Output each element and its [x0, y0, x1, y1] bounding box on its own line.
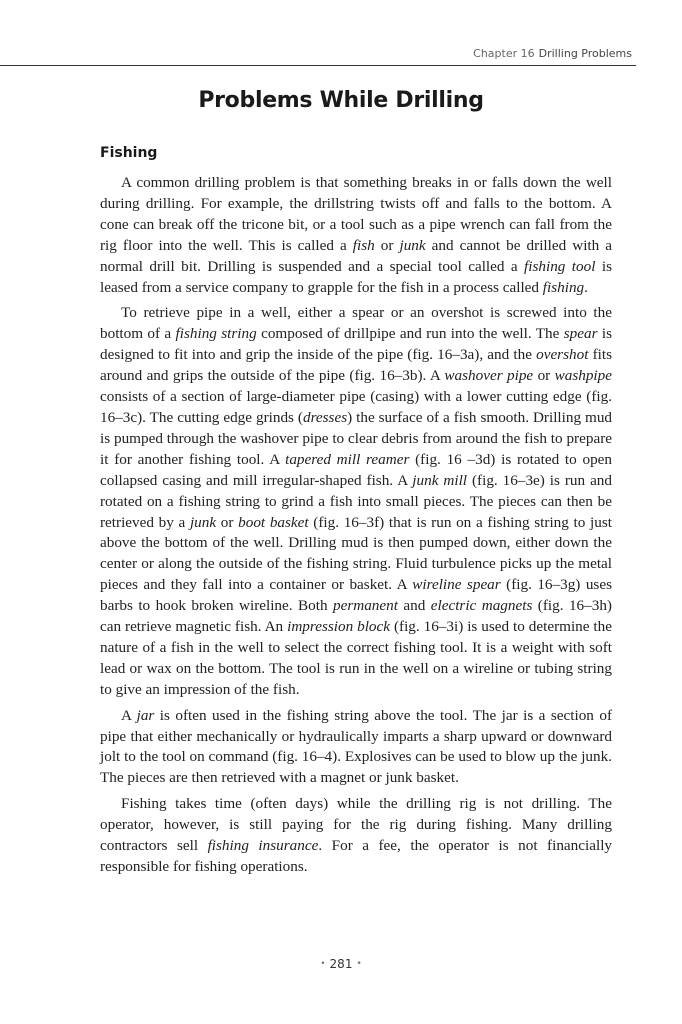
italic-term: fishing insurance — [207, 837, 319, 855]
paragraph — [100, 173, 612, 298]
text-run: To retrieve pipe in a well, either a spear or an overshot is screwed into the bottom of a — [100, 304, 612, 343]
text-run: is often used in the fishing string above the tool. The jar is a section of pipe that either mechanically or hydraulically imparts a sharp upward or downward jolt to the tool on command (fig. 16–4). Explosives can be used to blow up the junk. The pieces are then retrieved with a magnet or junk basket. — [100, 706, 612, 787]
italic-term: fish — [352, 236, 375, 254]
text-run: (fig. 16 –3d) is rotated to open collapsed casing and mill irregular-shaped fish. A — [100, 450, 612, 489]
italic-term: overshot — [536, 346, 589, 364]
text-run: is designed to fit into and grip the inside of the pipe (fig. 16–3a), and the — [100, 325, 612, 364]
italic-term: fishing string — [175, 325, 257, 343]
folio-ornament-right: • — [356, 959, 362, 969]
text-run: . For a fee, the operator is not financially responsible for fishing operations. — [100, 837, 613, 875]
text-run: is leased from a service company to grapple for the fish in a process called — [100, 257, 612, 296]
text-run: fits around and grips the outside of the pipe (fig. 16–3b). A — [100, 346, 612, 385]
page-footer — [0, 957, 682, 971]
text-run: Fishing takes time (often days) while the drilling rig is not drilling. The operator, however, is still paying for the rig during fishing. Many drilling contractors sell — [100, 795, 612, 855]
italic-term: washover pipe — [444, 367, 534, 385]
text-run: consists of a section of large-diameter pipe (casing) with a lower cutting edge (fig. 16–3c). The cutting edge grinds ( — [100, 388, 612, 426]
text-run: A common drilling problem is that something breaks in or falls down the well during drilling. For example, the drillstring twists off and falls to the bottom. A cone can break off the tricone bit, or a tool such as a pipe wrench can fall from the rig floor into the well. This is called a — [100, 174, 612, 254]
text-run: (fig. 16–3i) is used to determine the nature of a fish in the well to select the correct fishing tool. It is a weight with soft lead or wax on the bottom. The tool is run in the well on a wireline or tubing string to give an impression of the fish. — [100, 618, 612, 698]
text-run: or — [216, 513, 239, 531]
text-run: . — [584, 278, 588, 296]
italic-term: dresses — [302, 408, 348, 426]
body-text — [100, 173, 612, 883]
italic-term: boot basket — [238, 513, 309, 531]
text-run: (fig. 16–3e) is run and rotated on a fishing string to grind a fish into small pieces. The pieces can then be retrieved by a — [100, 471, 612, 531]
running-head — [473, 47, 632, 60]
italic-term: fishing — [542, 278, 585, 296]
chapter-label: Chapter 16 — [473, 47, 535, 60]
paragraph — [100, 794, 612, 878]
italic-term: junk — [189, 513, 217, 531]
chapter-title: Drilling Problems — [538, 47, 632, 60]
text-run: or — [374, 236, 400, 254]
page-number: 281 — [329, 957, 353, 971]
italic-term: electric magnets — [430, 597, 533, 615]
text-run: and cannot be drilled with a normal drill bit. Drilling is suspended and a special tool called a — [100, 236, 613, 275]
text-run: or — [533, 367, 555, 385]
text-run: A — [121, 706, 137, 724]
section-heading: Fishing — [100, 145, 158, 161]
text-run: and — [397, 597, 431, 615]
italic-term: fishing tool — [524, 257, 596, 275]
italic-term: junk — [399, 236, 426, 254]
italic-term: tapered mill reamer — [285, 450, 410, 468]
text-run: composed of drillpipe and run into the well. The — [256, 325, 564, 343]
italic-term: impression block — [287, 618, 391, 636]
italic-term: wireline spear — [412, 576, 501, 594]
text-run: (fig. 16–3g) uses barbs to hook broken wireline. Both — [100, 576, 612, 615]
paragraph — [100, 706, 612, 790]
text-run: (fig. 16–3h) can retrieve magnetic fish. An — [100, 597, 612, 636]
header-rule — [0, 65, 636, 66]
italic-term: washpipe — [554, 367, 612, 385]
text-run: ) the surface of a fish smooth. Drilling mud is pumped through the washover pipe to clear debris from around the fish to prepare it for another fishing tool. A — [100, 408, 613, 468]
italic-term: jar — [136, 706, 155, 724]
italic-term: permanent — [332, 597, 398, 615]
text-run: (fig. 16–3f) that is run on a fishing string to just above the bottom of the well. Drilling mud is then pumped down, either down the center or along the outside of the fishing string. Fluid turbulence picks up the metal pieces and they fall into a container or basket. A — [100, 513, 612, 594]
italic-term: junk mill — [412, 471, 468, 489]
paragraph — [100, 303, 612, 700]
page-title: Problems While Drilling — [198, 88, 484, 113]
italic-term: spear — [563, 325, 598, 343]
folio-ornament-left: • — [320, 959, 326, 969]
